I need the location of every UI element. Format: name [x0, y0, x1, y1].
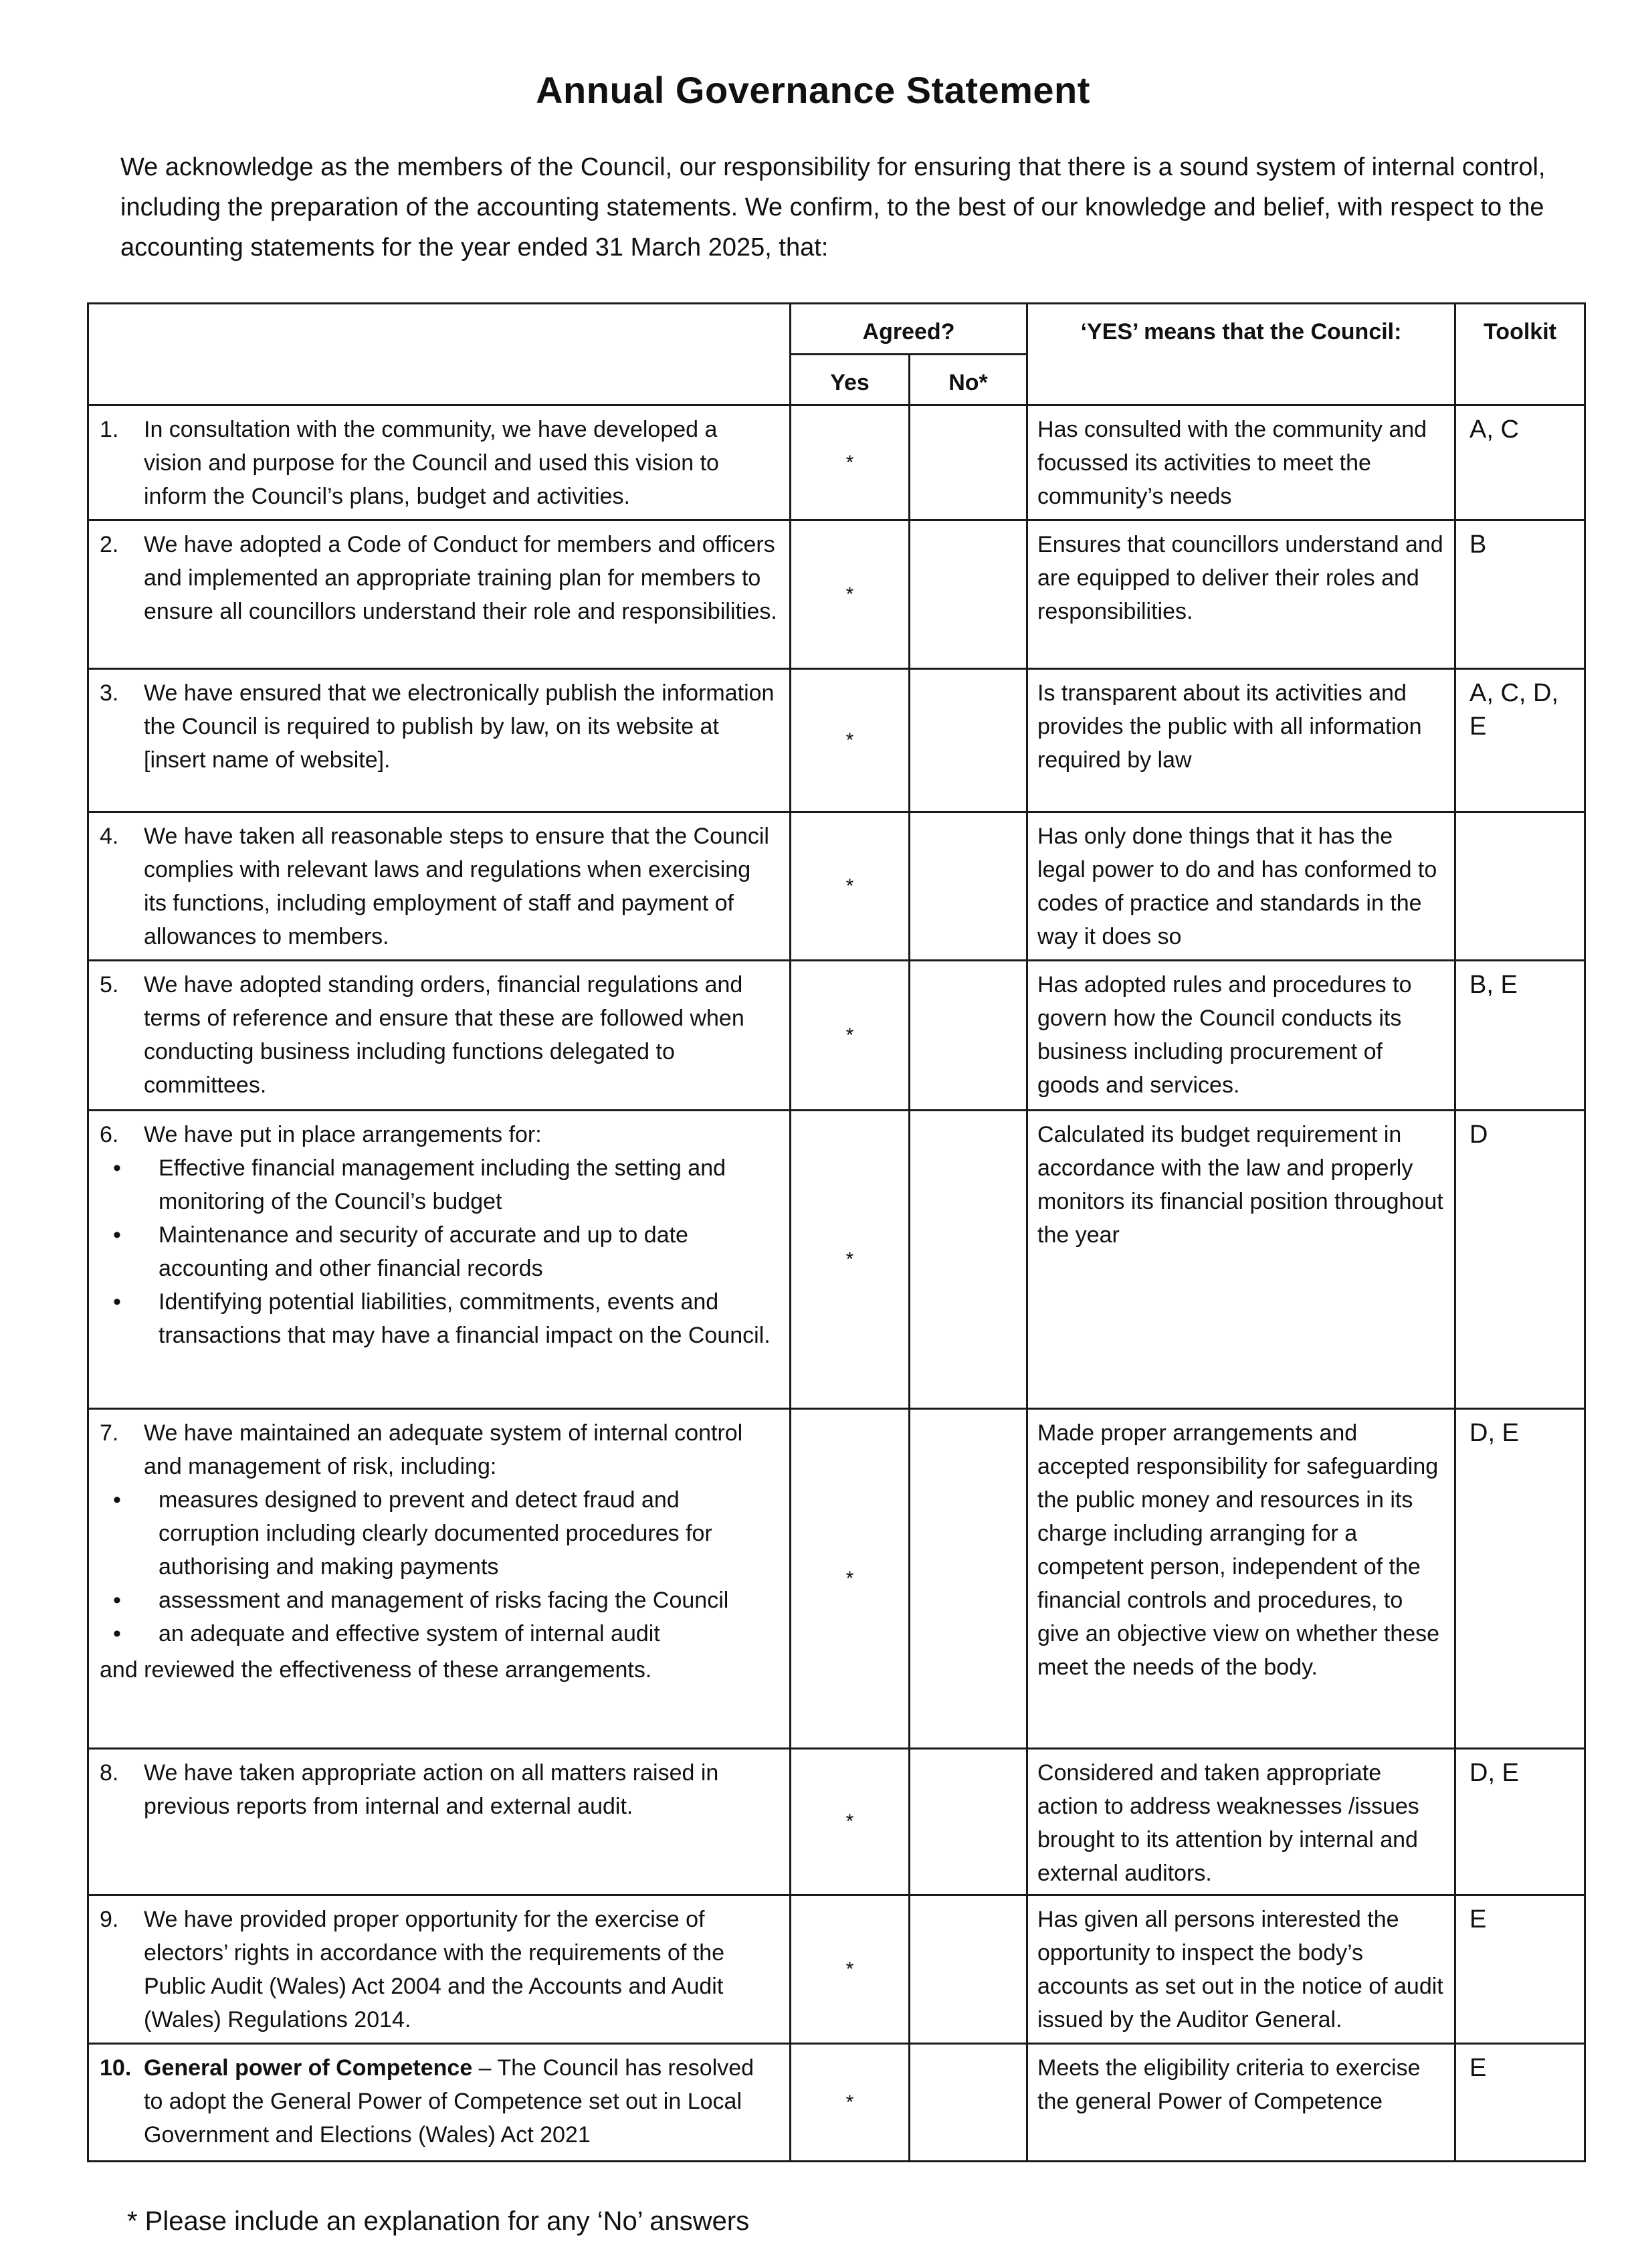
yes-cell: *: [791, 405, 910, 521]
yes-means-cell: Has consulted with the community and focussed its activities to meet the community’s needs: [1027, 405, 1455, 521]
toolkit-cell: A, C, D, E: [1455, 669, 1585, 812]
row-statement: We have maintained an adequate system of internal control and management of risk, including:: [144, 1420, 743, 1479]
governance-table: [87, 302, 1586, 2162]
yes-means-cell: Has adopted rules and procedures to govern how the Council conducts its business including procurement of goods and services.: [1027, 961, 1455, 1111]
row-number: 8.: [100, 1760, 119, 1786]
row-number: 4.: [100, 824, 119, 849]
row-number: 1.: [100, 417, 119, 442]
bullet-text: measures designed to prevent and detect fraud and corruption including clearly documented procedures for authorising and making payments: [159, 1487, 712, 1580]
yes-means-cell: Calculated its budget requirement in accordance with the law and properly monitors its financial position throughout the year: [1027, 1111, 1455, 1409]
toolkit-cell: D: [1455, 1111, 1585, 1409]
table-row: [88, 405, 1585, 521]
bullet-text: an adequate and effective system of internal audit: [159, 1621, 660, 1646]
yes-cell: *: [791, 669, 910, 812]
header-agreed: Agreed?: [791, 304, 1027, 355]
no-cell: [910, 961, 1027, 1111]
table-row: [88, 521, 1585, 669]
row-statement: We have put in place arrangements for:: [144, 1122, 542, 1147]
bullet-icon: •: [113, 1155, 121, 1181]
list-item: [100, 1218, 779, 1285]
footnote: * Please include an explanation for any ‘No’ answers: [127, 2206, 750, 2236]
toolkit-cell: [1455, 812, 1585, 961]
toolkit-cell: E: [1455, 2044, 1585, 2162]
bullet-icon: •: [113, 1289, 121, 1315]
bullet-icon: •: [113, 1487, 121, 1513]
row-number: 7.: [100, 1420, 119, 1446]
row-number: 3.: [100, 680, 119, 706]
no-cell: [910, 812, 1027, 961]
yes-means-cell: Is transparent about its activities and provides the public with all information required by law: [1027, 669, 1455, 812]
yes-cell: *: [791, 521, 910, 669]
row-number: 6.: [100, 1122, 119, 1147]
table-row: [88, 669, 1585, 812]
bullet-list: [100, 1483, 779, 1650]
table-row: [88, 812, 1585, 961]
row-statement-rest: – The Council has resolved to adopt the General Power of Competence set out in Local Government and Elections (Wales) Act 2021: [144, 2055, 754, 2148]
table-row: [88, 1409, 1585, 1749]
bullet-icon: •: [113, 1621, 121, 1646]
row-number: 10.: [100, 2055, 132, 2081]
yes-cell: *: [791, 1895, 910, 2044]
table-row: [88, 1895, 1585, 2044]
yes-cell: *: [791, 1111, 910, 1409]
toolkit-cell: E: [1455, 1895, 1585, 2044]
row-statement: We have taken all reasonable steps to ensure that the Council complies with relevant laws and regulations when exercising its functions, including employment of staff and payment of allowances to members.: [144, 824, 769, 949]
yes-means-cell: Has given all persons interested the opportunity to inspect the body’s accounts as set out in the notice of audit issued by the Auditor General.: [1027, 1895, 1455, 2044]
bullet-list: [100, 1151, 779, 1352]
no-cell: [910, 2044, 1027, 2162]
toolkit-cell: B: [1455, 521, 1585, 669]
yes-means-cell: Has only done things that it has the legal power to do and has conformed to codes of practice and standards in the way it does so: [1027, 812, 1455, 961]
yes-cell: *: [791, 812, 910, 961]
yes-means-cell: Made proper arrangements and accepted responsibility for safeguarding the public money and resources in its charge including arranging for a competent person, independent of the financial controls and procedures, to give an objective view on whether these meet the needs of the body.: [1027, 1409, 1455, 1749]
header-yes: Yes: [791, 355, 910, 405]
table-row: [88, 2044, 1585, 2162]
no-cell: [910, 669, 1027, 812]
table-row: [88, 961, 1585, 1111]
list-item: [100, 1617, 779, 1650]
yes-means-cell: Considered and taken appropriate action to address weaknesses /issues brought to its attention by internal and external auditors.: [1027, 1749, 1455, 1895]
yes-means-cell: Ensures that councillors understand and are equipped to deliver their roles and responsibilities.: [1027, 521, 1455, 669]
table-row: [88, 1749, 1585, 1895]
list-item: [100, 1584, 779, 1617]
toolkit-cell: D, E: [1455, 1749, 1585, 1895]
toolkit-cell: B, E: [1455, 961, 1585, 1111]
toolkit-cell: D, E: [1455, 1409, 1585, 1749]
header-no: No*: [910, 355, 1027, 405]
header-blank: [88, 304, 791, 405]
row-statement: We have adopted standing orders, financial regulations and terms of reference and ensure that these are followed when conducting business including functions delegated to committees.: [144, 972, 744, 1098]
header-toolkit: Toolkit: [1455, 304, 1585, 405]
yes-means-cell: Meets the eligibility criteria to exercise the general Power of Competence: [1027, 2044, 1455, 2162]
bullet-text: assessment and management of risks facing the Council: [159, 1588, 729, 1613]
yes-cell: *: [791, 2044, 910, 2162]
row-statement-tail: and reviewed the effectiveness of these arrangements.: [100, 1657, 652, 1683]
row-statement: We have ensured that we electronically publish the information the Council is required to publish by law, on its website at [insert name of website].: [144, 680, 775, 773]
row-statement: [144, 2051, 779, 2152]
list-item: [100, 1285, 779, 1352]
row-statement: We have taken appropriate action on all matters raised in previous reports from internal and external audit.: [144, 1760, 719, 1819]
no-cell: [910, 405, 1027, 521]
list-item: [100, 1483, 779, 1584]
yes-cell: *: [791, 1749, 910, 1895]
yes-cell: *: [791, 961, 910, 1111]
row-statement: In consultation with the community, we have developed a vision and purpose for the Council and used this vision to inform the Council’s plans, budget and activities.: [144, 417, 719, 509]
no-cell: [910, 1895, 1027, 2044]
list-item: [100, 1151, 779, 1218]
bullet-icon: •: [113, 1588, 121, 1613]
header-yes-means: ‘YES’ means that the Council:: [1027, 304, 1455, 405]
yes-cell: *: [791, 1409, 910, 1749]
table-row: [88, 1111, 1585, 1409]
toolkit-cell: A, C: [1455, 405, 1585, 521]
bullet-text: Effective financial management including the setting and monitoring of the Council’s budget: [159, 1155, 726, 1214]
no-cell: [910, 1111, 1027, 1409]
row-number: 5.: [100, 972, 119, 998]
bullet-icon: •: [113, 1222, 121, 1248]
no-cell: [910, 1749, 1027, 1895]
bullet-text: Identifying potential liabilities, commitments, events and transactions that may have a financial impact on the Council.: [159, 1289, 771, 1348]
bullet-text: Maintenance and security of accurate and up to date accounting and other financial records: [159, 1222, 688, 1281]
row-statement-lead: General power of Competence: [144, 2055, 473, 2081]
page-title: Annual Governance Statement: [536, 69, 1090, 111]
no-cell: [910, 521, 1027, 669]
row-statement: We have adopted a Code of Conduct for members and officers and implemented an appropriate training plan for members to ensure all councillors understand their role and responsibilities.: [144, 532, 777, 624]
no-cell: [910, 1409, 1027, 1749]
row-number: 2.: [100, 532, 119, 557]
intro-paragraph: We acknowledge as the members of the Council, our responsibility for ensuring that there is a sound system of internal control, including the preparation of the accounting statements. We confirm, to the best of our knowledge and belief, with respect to the accounting statements for the year ended 31 March 2025, that:: [120, 153, 1546, 262]
row-number: 9.: [100, 1907, 119, 1932]
row-statement: We have provided proper opportunity for the exercise of electors’ rights in accordance with the requirements of the Public Audit (Wales) Act 2004 and the Accounts and Audit (Wales) Regulations 2014.: [144, 1907, 725, 2033]
